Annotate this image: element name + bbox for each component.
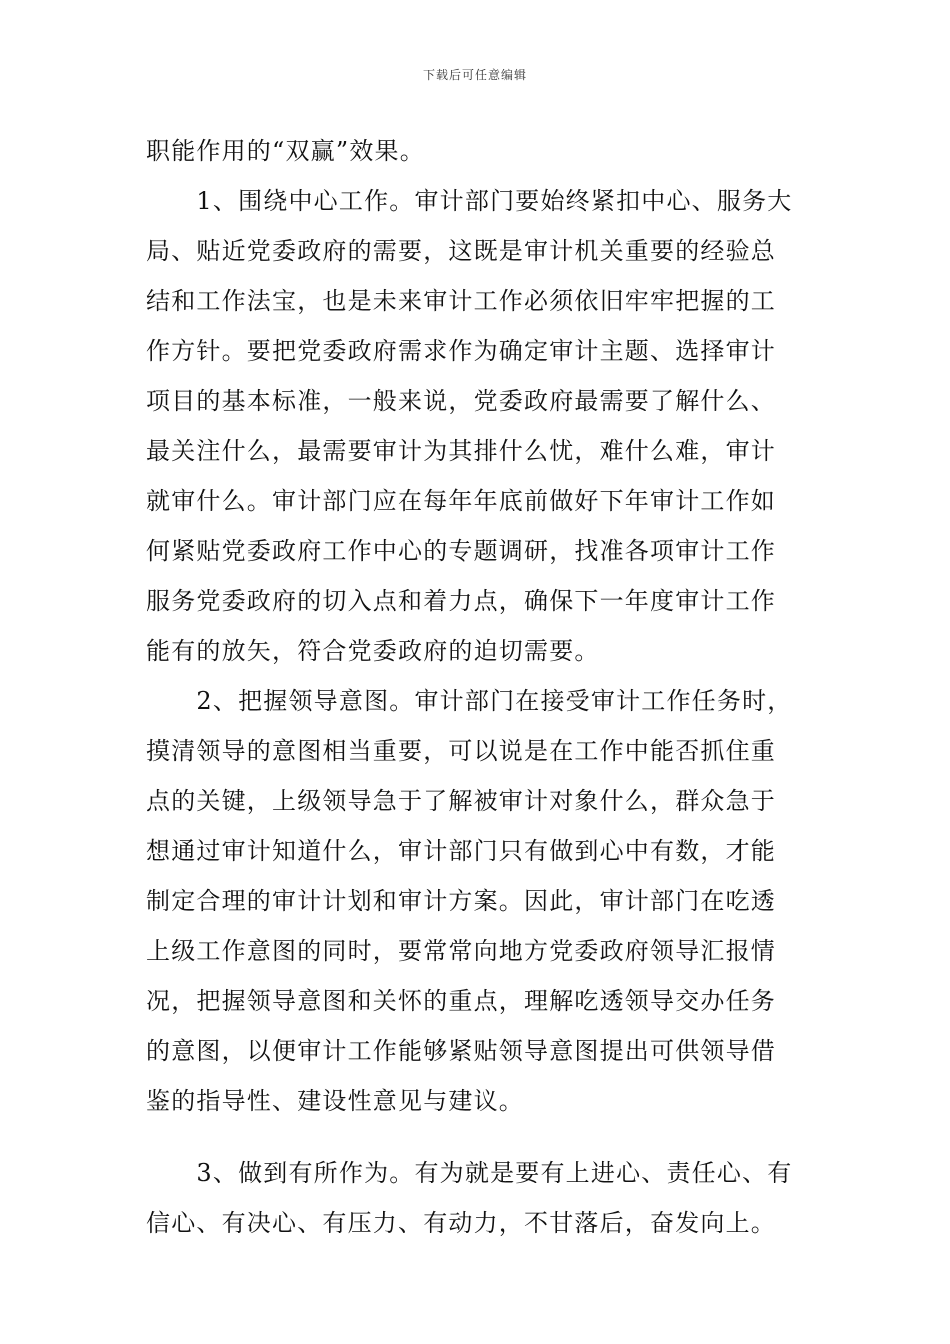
- text-line: 鉴的指导性、建设性意见与建议。: [146, 1087, 524, 1115]
- document-body: [146, 126, 806, 1248]
- text-line: 何紧贴党委政府工作中心的专题调研，找准各项审计工作: [146, 537, 776, 565]
- text-line: 1、围绕中心工作。审计部门要始终紧扣中心、服务大: [146, 187, 793, 215]
- text-line: 的意图，以便审计工作能够紧贴领导意图提出可供领导借: [146, 1037, 776, 1065]
- text-line: 项目的基本标准，一般来说，党委政府最需要了解什么、: [146, 387, 776, 415]
- text-line: 制定合理的审计计划和审计方案。因此，审计部门在吃透: [146, 887, 776, 915]
- text-line: 2、把握领导意图。审计部门在接受审计工作任务时，: [146, 687, 793, 715]
- text-line: 能有的放矢，符合党委政府的迫切需要。: [146, 637, 600, 665]
- paragraph-gap: [146, 1126, 806, 1148]
- text-line: 3、做到有所作为。有为就是要有上进心、责任心、有: [146, 1159, 793, 1187]
- text-line: 上级工作意图的同时，要常常向地方党委政府领导汇报情: [146, 937, 776, 965]
- text-line: 局、贴近党委政府的需要，这既是审计机关重要的经验总: [146, 237, 776, 265]
- text-line: 职能作用的“双赢”效果。: [146, 137, 425, 165]
- text-line: 就审什么。审计部门应在每年年底前做好下年审计工作如: [146, 487, 776, 515]
- text-line: 服务党委政府的切入点和着力点，确保下一年度审计工作: [146, 587, 776, 615]
- text-line: 想通过审计知道什么，审计部门只有做到心中有数，才能: [146, 837, 776, 865]
- header-note: 下载后可任意编辑: [422, 68, 527, 82]
- text-line: 结和工作法宝，也是未来审计工作必须依旧牢牢把握的工: [146, 287, 776, 315]
- text-line: 作方针。要把党委政府需求作为确定审计主题、选择审计: [146, 337, 776, 365]
- text-line: 最关注什么，最需要审计为其排什么忧，难什么难，审计: [146, 437, 776, 465]
- text-line: 点的关键，上级领导急于了解被审计对象什么，群众急于: [146, 787, 776, 815]
- text-line: 信心、有决心、有压力、有动力，不甘落后，奋发向上。: [146, 1209, 776, 1237]
- text-line: 况，把握领导意图和关怀的重点，理解吃透领导交办任务: [146, 987, 776, 1015]
- text-line: 摸清领导的意图相当重要，可以说是在工作中能否抓住重: [146, 737, 776, 765]
